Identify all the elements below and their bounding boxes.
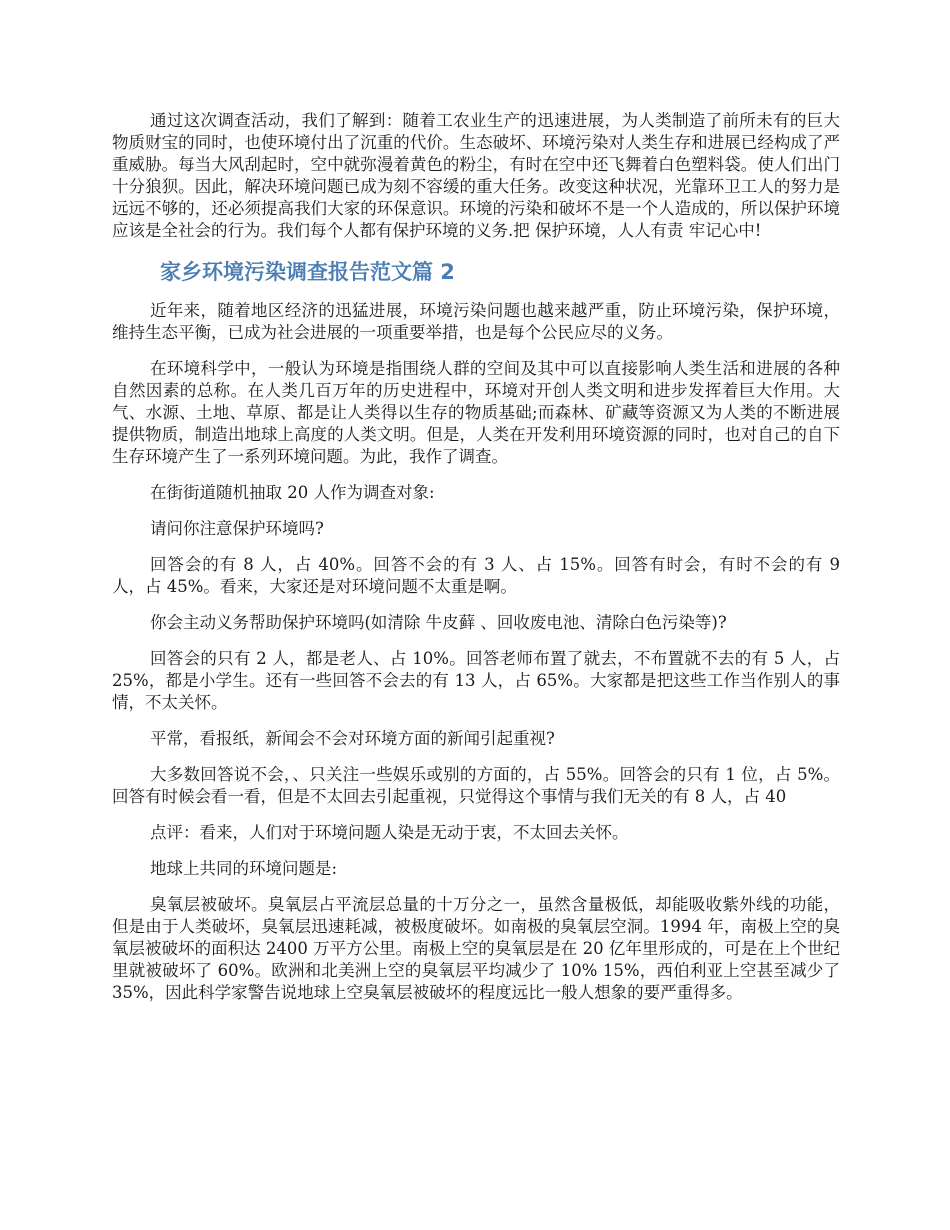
paragraph-question-2: 你会主动义务帮助保护环境吗(如清除 牛皮藓 、回收废电池、清除白色污染等)? xyxy=(150,613,727,632)
document-page xyxy=(112,110,840,1018)
paragraph-question-1: 请问你注意保护环境吗? xyxy=(150,519,324,538)
paragraph-intro: 近年来，随着地区经济的迅猛进展，环境污染问题也越来越严重，防止环境污染，保护环境，维持生态平衡，已成为社会进展的一项重要举措，也是每个公民应尽的义务。 xyxy=(112,301,840,342)
paragraph-answer-3: 大多数回答说不会，、只关注一些娱乐或别的方面的，占 55%。回答会的只有 1 位，占 5%。回答有时候会看一看，但是不太回去引起重视，只觉得这个事情与我们无关的有 8 人，占 40 xyxy=(112,765,840,806)
paragraph-answer-1: 回答会的有 8 人，占 40%。回答不会的有 3 人、占 15%。回答有时会，有时不会的有 9 人，占 45%。看来，大家还是对环境问题不太重是啊。 xyxy=(112,555,840,596)
paragraph-comment: 点评：看来，人们对于环境问题人染是无动于衷，不太回去关怀。 xyxy=(150,823,629,842)
paragraph-global-issues: 地球上共同的环境问题是: xyxy=(150,859,338,878)
paragraph-question-3: 平常，看报纸，新闻会不会对环境方面的新闻引起重视? xyxy=(150,729,555,748)
paragraph-survey-sample: 在街街道随机抽取 20 人作为调查对象: xyxy=(150,483,435,502)
paragraph-answer-2: 回答会的只有 2 人，都是老人、占 10%。回答老师布置了就去，不布置就不去的有 5 人，占 25%，都是小学生。还有一些回答不会去的有 13 人，占 65%。大家都是把这些工作当作别人的事情，不太关怀。 xyxy=(112,649,840,712)
paragraph-ozone: 臭氧层被破坏。臭氧层占平流层总量的十万分之一，虽然含量极低，却能吸收紫外线的功能，但是由于人类破坏，臭氧层迅速耗减，被极度破坏。如南极的臭氧层空洞。1994 年，南极上空的臭氧层被破坏的面积达 2400 万平方公里。南极上空的臭氧层是在 20 亿年里形成的，可是在上个世纪里就被破坏了 60%。欧洲和北美洲上空的臭氧层平均减少了 10% 15%，西伯利亚上空甚至减少了 35%，因此科学家警告说地球上空臭氧层被破坏的程度远比一般人想象的要严重得多。 xyxy=(112,895,840,1002)
intro-paragraph: 通过这次调查活动，我们了解到：随着工农业生产的迅速进展，为人类制造了前所未有的巨大物质财宝的同时，也使环境付出了沉重的代价。生态破坏、环境污染对人类生存和进展已经构成了严重威胁。每当大风刮起时，空中就弥漫着黄色的粉尘，有时在空中还飞舞着白色塑料袋。使人们出门十分狼狈。因此，解决环境问题已成为刻不容缓的重大任务。改变这种状况，光靠环卫工人的努力是远远不够的，还必须提高我们大家的环保意识。环境的污染和破坏不是一个人造成的，所以保护环境应该是全社会的行为。我们每个人都有保护环境的义务.把 保护环境，人人有责 牢记心中! xyxy=(112,111,840,240)
section-heading: 家乡环境污染调查报告范文篇 2 xyxy=(160,260,455,284)
paragraph-environment-science: 在环境科学中，一般认为环境是指围绕人群的空间及其中可以直接影响人类生活和进展的各种自然因素的总称。在人类几百万年的历史进程中，环境对开创人类文明和进步发挥着巨大作用。大气、水源、土地、草原、都是让人类得以生存的物质基础;而森林、矿藏等资源又为人类的不断进展提供物质，制造出地球上高度的人类文明。但是，人类在开发利用环境资源的同时，也对自己的自下生存环境产生了一系列环境问题。为此，我作了调查。 xyxy=(112,359,840,466)
